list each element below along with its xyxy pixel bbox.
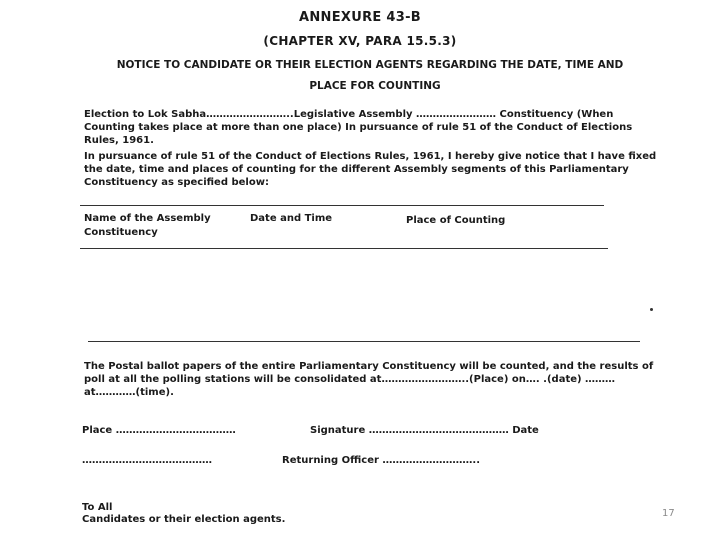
stray-mark <box>650 308 653 311</box>
column-header-place: Place of Counting <box>406 215 506 226</box>
blank-field: ………………………………… <box>82 455 212 466</box>
recipients-line1: To All <box>82 502 113 513</box>
notice-title-line2: PLACE FOR COUNTING <box>309 80 441 92</box>
signature-date-field: Signature …………………………………… Date <box>310 425 539 436</box>
column-header-constituency: Name of the Assembly Constituency <box>84 213 211 238</box>
table-top-rule <box>80 205 604 206</box>
table-header-rule <box>80 248 608 249</box>
notice-title-line1: NOTICE TO CANDIDATE OR THEIR ELECTION AGENTS REGARDING THE DATE, TIME AND <box>116 59 624 71</box>
returning-officer-field: Returning Officer ……………………….. <box>282 455 480 466</box>
table-bottom-rule <box>88 341 640 342</box>
postal-ballot-paragraph: The Postal ballot papers of the entire Parliamentary Constituency will be counted, and the results of poll at all the polling stations will be consolidated at……………………..(Place) on…. .(date) ………at…………(time). <box>84 361 654 398</box>
chapter-reference: (CHAPTER XV, PARA 15.5.3) <box>263 34 457 48</box>
recipients-line2: Candidates or their election agents. <box>82 514 286 525</box>
column-header-date-time: Date and Time <box>250 213 333 224</box>
pursuance-paragraph: In pursuance of rule 51 of the Conduct of Elections Rules, 1961, I hereby give notice that I have fixed the date, time and places of counting for the different Assembly segments of this Parliamentary Constituency as specified below: <box>84 151 657 188</box>
page-number: 17 <box>662 508 675 519</box>
annexure-title: ANNEXURE 43-B <box>299 10 421 25</box>
election-paragraph: Election to Lok Sabha……………………..Legislative Assembly …………………… Constituency (When Counting takes place at more than one place) In pursuance of rule 51 of the Conduct of Elections Rules, 1961. <box>84 109 633 146</box>
place-field: Place ……………………………… <box>82 425 236 436</box>
